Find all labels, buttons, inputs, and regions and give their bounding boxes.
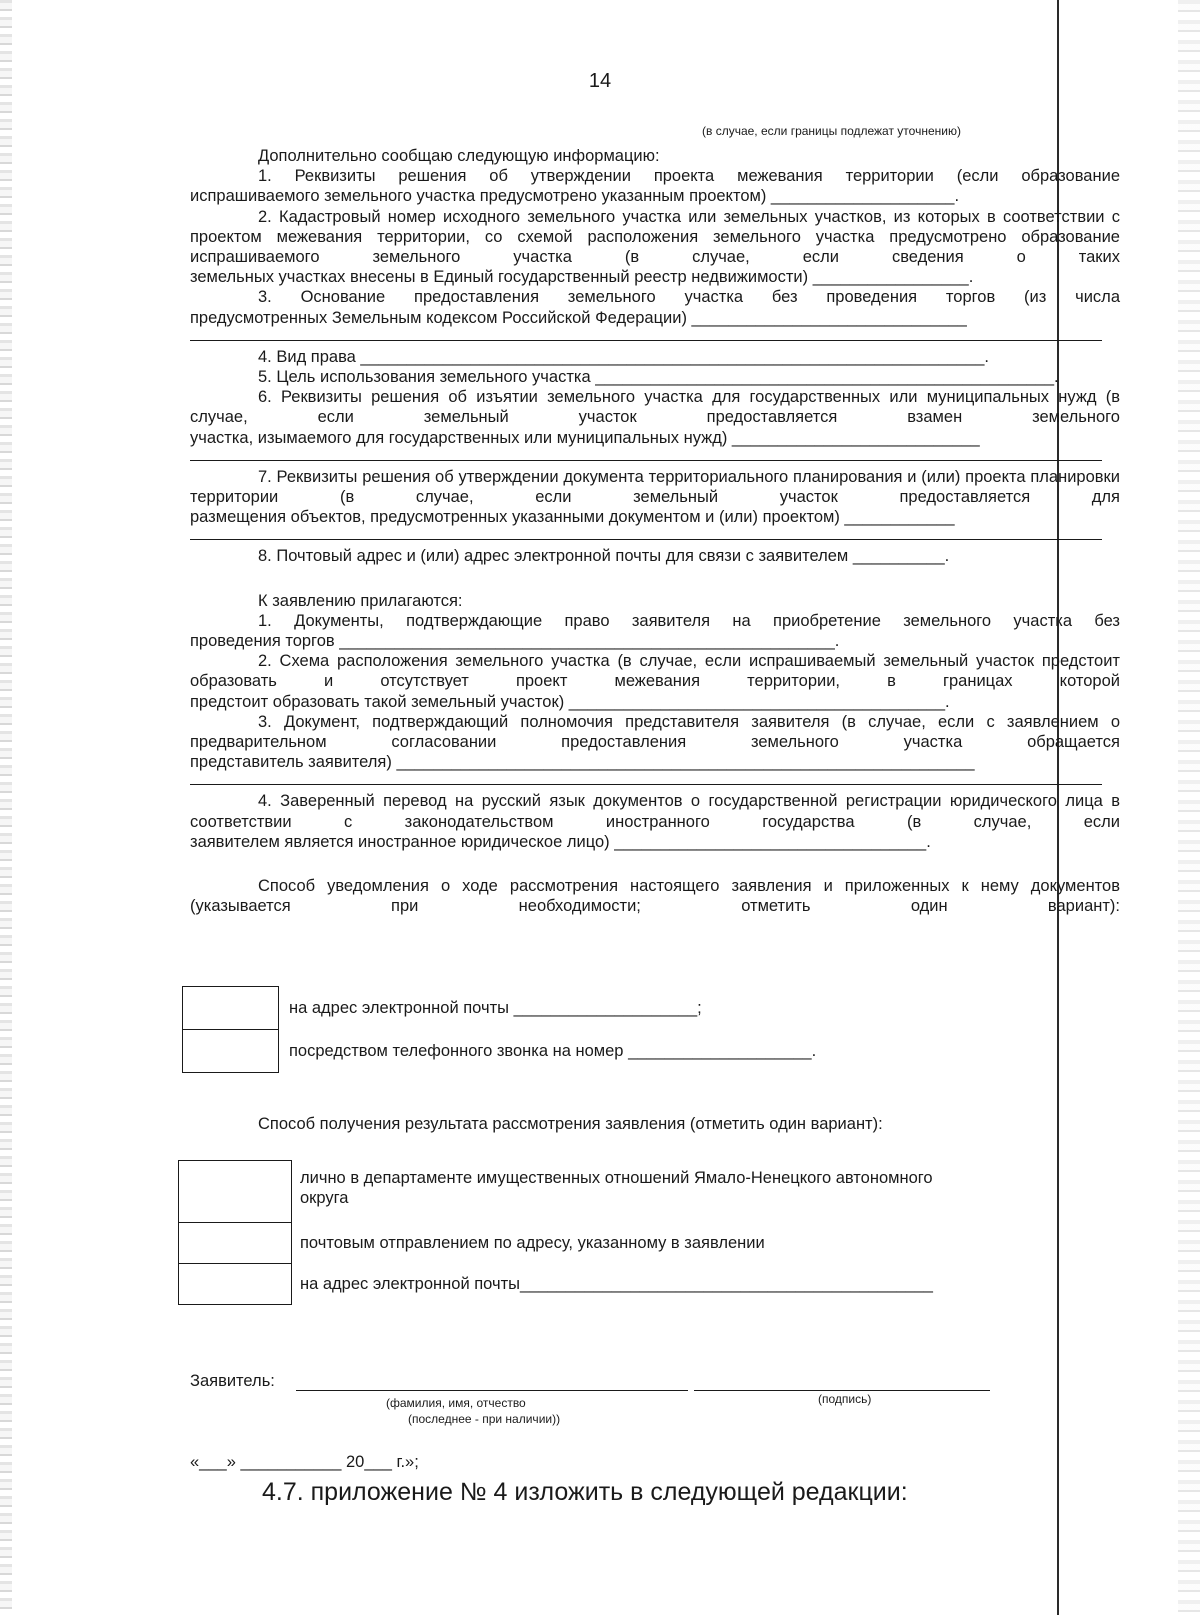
result-option-post [178,1222,765,1264]
applicant-label: Заявитель: [190,1372,275,1390]
notify-phone-label: посредством телефонного звонка на номер ____________________. [289,1041,817,1060]
info-item-8: 8. Почтовый адрес и (или) адрес электронной почты для связи с заявителем __________. [258,547,950,566]
document-body [190,146,1120,917]
fill-line [190,772,1102,785]
spacer [190,567,1120,591]
result-email-label: на адрес электронной почты_____________________________________________ [300,1274,933,1293]
scan-edge-left [0,0,12,1615]
notify-intro: Способ уведомления о ходе рассмотрения настоящего заявления и приложенных к нему документов (указывается при необходимости; отметить один вариант): [190,877,1120,916]
info-item-1-tail: испрашиваемого земельного участка предусмотрено указанным проектом) ____________________. [190,187,960,206]
attachment-item-4: 4. Заверенный перевод на русский язык документов о государственной регистрации юридического лица в соответствии с законодательством иностранного государства (в случае, если [190,792,1120,831]
info-item-2-tail: земельных участках внесены в Единый государственный реестр недвижимости) _________________. [190,268,974,287]
result-post-label: почтовым отправлением по адресу, указанному в заявлении [300,1233,765,1252]
result-in-person-checkbox[interactable] [178,1160,292,1223]
scan-edge-right [1178,0,1200,1615]
attachments-intro: К заявлению прилагаются: [258,591,463,610]
info-item-5: 5. Цель использования земельного участка __________________________________________________. [258,368,1059,387]
applicant-name-line[interactable] [296,1390,688,1391]
result-option-email [178,1263,933,1305]
result-post-checkbox[interactable] [178,1222,292,1264]
info-item-1: 1. Реквизиты решения об утверждении проекта межевания территории (если образование [258,167,1120,186]
info-item-7: 7. Реквизиты решения об утверждении документа территориального планирования и (или) проекта планировки территории (в случае, если земельный участок предоставляется для [190,467,1120,507]
fill-line [190,448,1102,461]
attachment-item-1-tail: проведения торгов ______________________________________________________. [190,632,840,651]
attachment-item-1: 1. Документы, подтверждающие право заявителя на приобретение земельного участка без [258,611,1120,630]
page-number: 14 [588,70,612,92]
spacer [190,852,1120,876]
info-item-3: 3. Основание предоставления земельного участка без проведения торгов (из числа [258,288,1120,307]
info-item-6-tail: участка, изымаемого для государственных или муниципальных нужд) ___________________________ [190,428,980,447]
sign-hint: (подпись) [818,1392,872,1406]
section-heading: 4.7. приложение № 4 изложить в следующей редакции: [262,1478,908,1506]
info-intro: Дополнительно сообщаю следующую информацию: [258,147,660,165]
date-line: «___» ___________ 20___ г.»; [190,1453,419,1471]
fill-line [190,527,1102,540]
attachment-item-2-tail: предстоит образовать такой земельный участок) _________________________________________. [190,692,950,711]
fill-line [190,328,1102,341]
result-email-checkbox[interactable] [178,1263,292,1305]
notify-option-phone [182,1029,816,1073]
info-item-3-tail: предусмотренных Земельным кодексом Российской Федерации) ______________________________ [190,308,967,327]
info-item-6: 6. Реквизиты решения об изъятии земельного участка для государственных или муниципальных нужд (в случае, если земельный участок предоставляется взамен земельного [190,388,1120,427]
result-in-person-label: лично в департаменте имущественных отношений Ямало-Ненецкого автономного округа [300,1169,933,1207]
result-option-in-person [178,1160,940,1223]
result-intro: Способ получения результата рассмотрения заявления (отметить один вариант): [258,1115,883,1133]
attachment-item-2: 2. Схема расположения земельного участка (в случае, если испрашиваемый земельный участок предстоит образовать и отсутствует проект межевания территории, в границах которой [190,652,1120,691]
attachment-item-3-tail: представитель заявителя) _______________________________________________________________ [190,753,975,772]
notify-email-checkbox[interactable] [182,986,279,1030]
applicant-sign-line[interactable] [694,1390,990,1391]
name-hint: (фамилия, имя, отчество [386,1396,526,1410]
attachment-item-3: 3. Документ, подтверждающий полномочия представителя заявителя (в случае, если с заявлением о предварительном согласовании предоставления земельного участка обращается [190,712,1120,752]
info-item-2: 2. Кадастровый номер исходного земельного участка или земельных участков, из которых в соответствии с проектом межевания территории, со схемой расположения земельного участка предусмотрено образование испрашиваемого земельного участка (в случае, если сведения о таких [190,207,1120,267]
attachment-item-4-tail: заявителем является иностранное юридическое лицо) __________________________________. [190,832,931,851]
info-item-4: 4. Вид права ____________________________________________________________________. [258,347,989,366]
notify-email-label: на адрес электронной почты ____________________; [289,998,702,1017]
notify-phone-checkbox[interactable] [182,1029,279,1073]
notify-option-email [182,986,702,1030]
name-hint-2: (последнее - при наличии)) [408,1412,561,1426]
info-item-7-tail: размещения объектов, предусмотренных указанными документом и (или) проектом) ____________ [190,508,955,527]
boundaries-note: (в случае, если границы подлежат уточнению) [702,124,961,138]
